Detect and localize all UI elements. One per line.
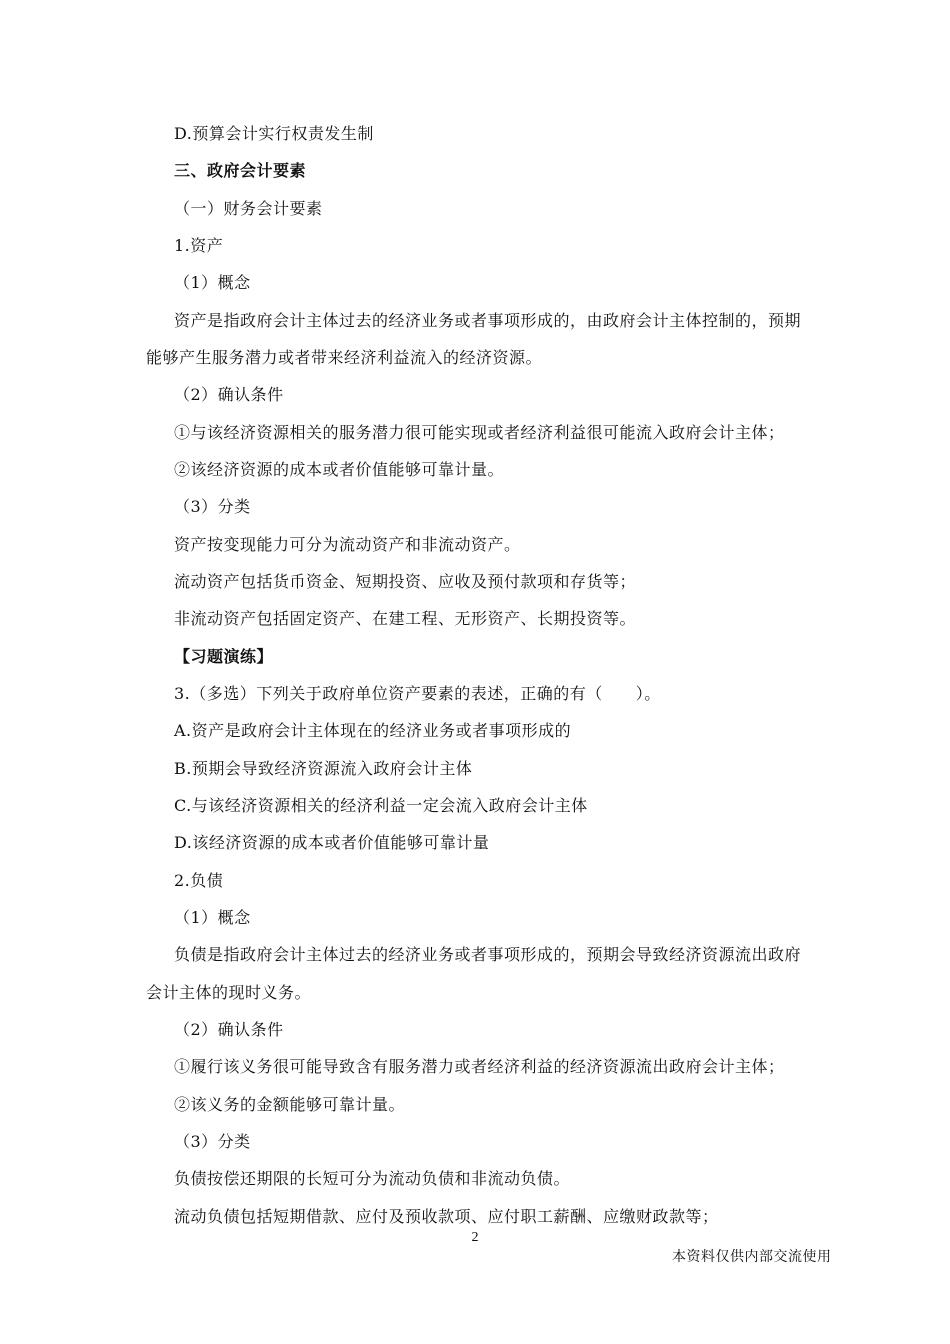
footer-note: 本资料仅供内部交流使用 xyxy=(672,1249,832,1265)
section-heading: 三、政府会计要素 xyxy=(174,161,307,180)
sub-heading-classification: （3）分类 xyxy=(174,1132,251,1151)
sub-heading-recognition: （2）确认条件 xyxy=(174,385,284,404)
item-heading-liabilities: 2.负债 xyxy=(174,871,224,890)
option-d-prev: D.预算会计实行权责发生制 xyxy=(174,124,374,143)
paragraph-line: ①履行该义务很可能导致含有服务潜力或者经济利益的经济资源流出政府会计主体； xyxy=(174,1057,785,1076)
paragraph-line: 会计主体的现时义务。 xyxy=(146,983,312,1002)
paragraph-line: ①与该经济资源相关的服务潜力很可能实现或者经济利益很可能流入政府会计主体； xyxy=(174,423,785,442)
sub-heading-recognition: （2）确认条件 xyxy=(174,1020,284,1039)
paragraph-line: 能够产生服务潜力或者带来经济利益流入的经济资源。 xyxy=(146,348,543,367)
sub-heading-concept: （1）概念 xyxy=(174,273,251,292)
sub-heading-classification: （3）分类 xyxy=(174,497,251,516)
paragraph-line: ②该经济资源的成本或者价值能够可靠计量。 xyxy=(174,460,505,479)
option-d: D.该经济资源的成本或者价值能够可靠计量 xyxy=(174,833,490,852)
paragraph-line: ②该义务的金额能够可靠计量。 xyxy=(174,1095,406,1114)
subsection-heading: （一）财务会计要素 xyxy=(174,199,323,218)
option-b: B.预期会导致经济资源流入政府会计主体 xyxy=(174,759,473,778)
option-c: C.与该经济资源相关的经济利益一定会流入政府会计主体 xyxy=(174,796,588,815)
paragraph-line: 资产是指政府会计主体过去的经济业务或者事项形成的，由政府会计主体控制的，预期 xyxy=(174,311,802,330)
paragraph-line: 流动资产包括货币资金、短期投资、应收及预付款项和存货等； xyxy=(174,572,637,591)
paragraph-line: 非流动资产包括固定资产、在建工程、无形资产、长期投资等。 xyxy=(174,609,637,628)
item-heading-assets: 1.资产 xyxy=(174,236,224,255)
option-a: A.资产是政府会计主体现在的经济业务或者事项形成的 xyxy=(174,721,572,740)
paragraph-line: 负债是指政府会计主体过去的经济业务或者事项形成的，预期会导致经济资源流出政府 xyxy=(174,945,802,964)
exercise-heading: 【习题演练】 xyxy=(174,647,274,666)
paragraph-line: 流动负债包括短期借款、应付及预收款项、应付职工薪酬、应缴财政款等； xyxy=(174,1207,719,1226)
question-stem: 3.（多选）下列关于政府单位资产要素的表述，正确的有（ ）。 xyxy=(174,684,661,703)
paragraph-line: 负债按偿还期限的长短可分为流动负债和非流动负债。 xyxy=(174,1169,571,1188)
page-number: 2 xyxy=(471,1230,479,1245)
paragraph-line: 资产按变现能力可分为流动资产和非流动资产。 xyxy=(174,535,521,554)
sub-heading-concept: （1）概念 xyxy=(174,908,251,927)
